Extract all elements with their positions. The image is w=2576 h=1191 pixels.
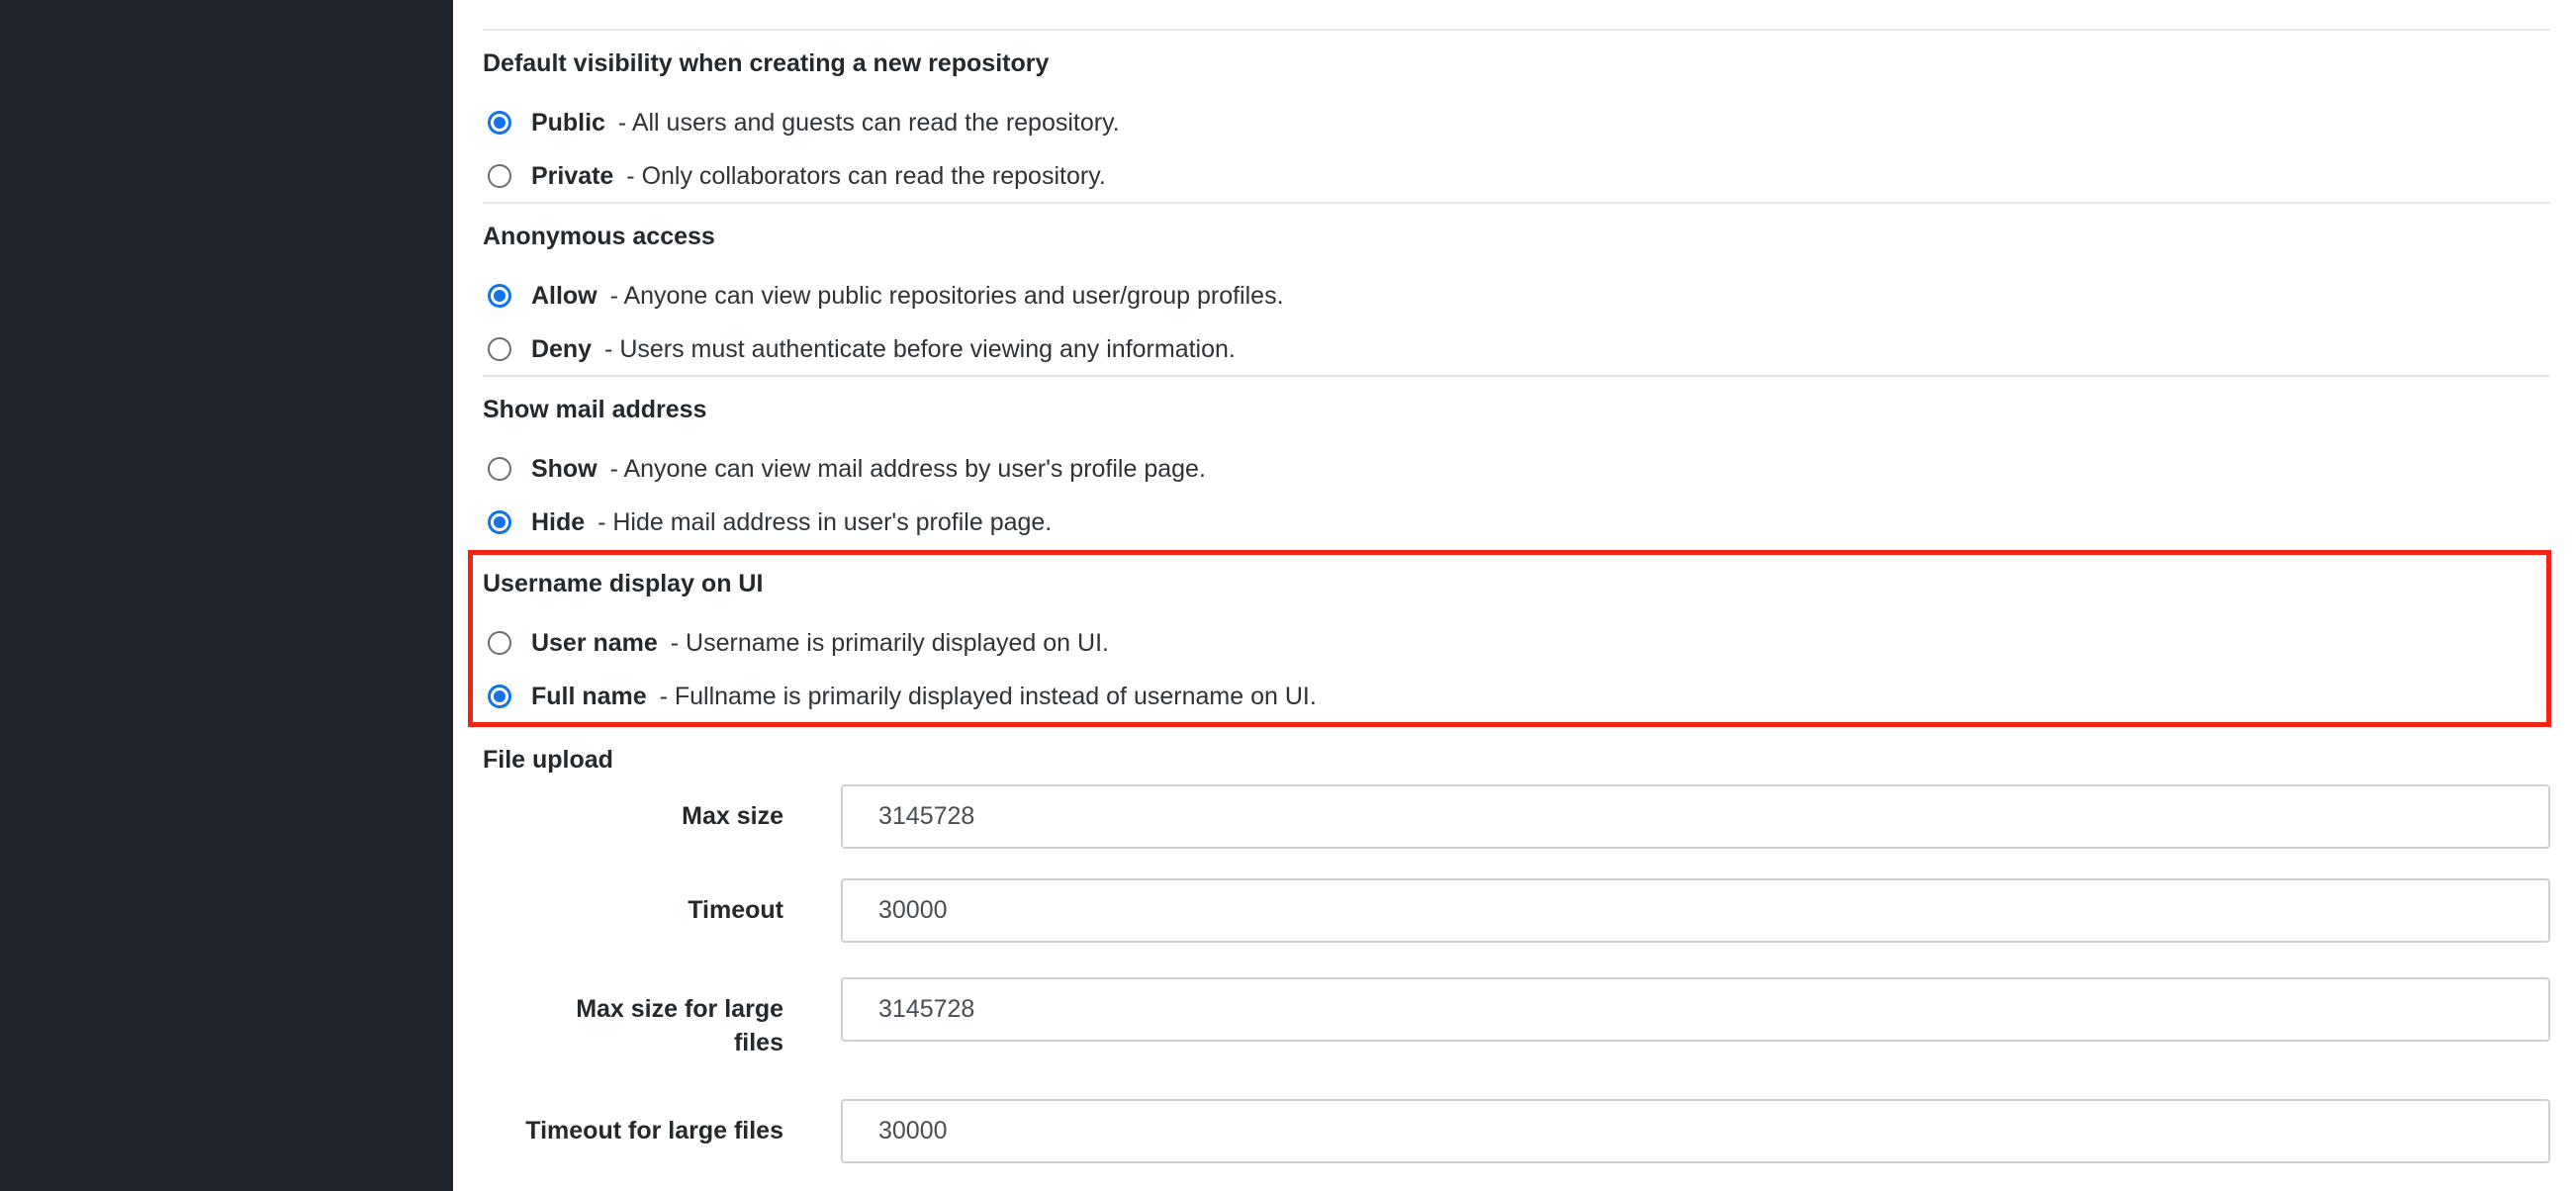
section-heading-default-visibility: Default visibility when creating a new repository — [483, 49, 1050, 77]
radio-hide-icon[interactable] — [488, 510, 511, 534]
radio-option-show[interactable] — [488, 452, 2550, 486]
radio-private-icon[interactable] — [488, 164, 511, 188]
radio-option-label: User name — [530, 629, 658, 657]
radio-option-description: - Username is primarily displayed on UI. — [670, 629, 1109, 657]
max-size-large-files-input[interactable] — [841, 977, 2550, 1042]
field-label-max-size — [483, 784, 783, 833]
radio-option-label: Hide — [530, 508, 586, 536]
field-label-timeout — [483, 878, 783, 927]
form-row-timeout-large-files — [483, 1099, 2550, 1163]
field-label-text: Timeout — [688, 896, 783, 924]
radio-option-label: Deny — [530, 335, 593, 363]
field-label-timeout-large-files — [483, 1099, 783, 1147]
sidebar — [0, 0, 453, 1191]
radio-option-deny[interactable] — [488, 332, 2550, 366]
highlighted-section-username-display — [468, 550, 2551, 727]
field-label-max-size-large-files — [483, 977, 783, 1059]
timeout-input[interactable] — [841, 878, 2550, 943]
field-label-text: Timeout for large files — [525, 1117, 783, 1145]
divider — [483, 375, 2550, 377]
radio-option-full-name[interactable] — [488, 680, 2546, 713]
radio-option-description: - Hide mail address in user's profile page. — [598, 508, 1053, 536]
form-row-timeout — [483, 878, 2550, 943]
section-heading-anonymous-access: Anonymous access — [483, 223, 715, 250]
radio-option-description: - Fullname is primarily displayed instead of username on UI. — [659, 683, 1317, 710]
radio-option-description: - All users and guests can read the repository. — [617, 109, 1120, 137]
radio-option-user-name[interactable] — [488, 626, 2546, 660]
form-row-max-size-large-files — [483, 977, 2550, 1059]
radio-option-description: - Anyone can view mail address by user's profile page. — [609, 455, 1206, 483]
radio-option-description: - Anyone can view public repositories and user/group profiles. — [609, 282, 1284, 310]
radio-full-name-icon[interactable] — [488, 685, 511, 708]
radio-option-description: - Users must authenticate before viewing any information. — [604, 335, 1236, 363]
radio-option-private[interactable] — [488, 159, 2550, 193]
divider — [483, 202, 2550, 204]
radio-public-icon[interactable] — [488, 111, 511, 135]
radio-option-label: Full name — [530, 683, 647, 710]
settings-panel — [453, 0, 2576, 1191]
section-heading-show-mail-address: Show mail address — [483, 396, 707, 423]
radio-option-description: - Only collaborators can read the repository. — [626, 162, 1106, 190]
field-label-text: Max size for large files — [576, 995, 783, 1056]
section-heading-file-upload: File upload — [483, 746, 613, 774]
radio-user-name-icon[interactable] — [488, 631, 511, 655]
radio-option-label: Public — [530, 109, 605, 137]
radio-deny-icon[interactable] — [488, 337, 511, 361]
radio-option-allow[interactable] — [488, 279, 2550, 313]
section-heading-username-display: Username display on UI — [483, 570, 764, 597]
radio-show-icon[interactable] — [488, 457, 511, 481]
radio-option-hide[interactable] — [488, 505, 2550, 539]
radio-option-label: Show — [530, 455, 598, 483]
radio-option-public[interactable] — [488, 106, 2550, 139]
radio-allow-icon[interactable] — [488, 284, 511, 308]
radio-option-label: Private — [530, 162, 614, 190]
radio-option-label: Allow — [530, 282, 598, 310]
field-label-text: Max size — [682, 802, 783, 830]
divider — [483, 29, 2550, 31]
max-size-input[interactable] — [841, 784, 2550, 849]
form-row-max-size — [483, 784, 2550, 849]
timeout-large-files-input[interactable] — [841, 1099, 2550, 1163]
